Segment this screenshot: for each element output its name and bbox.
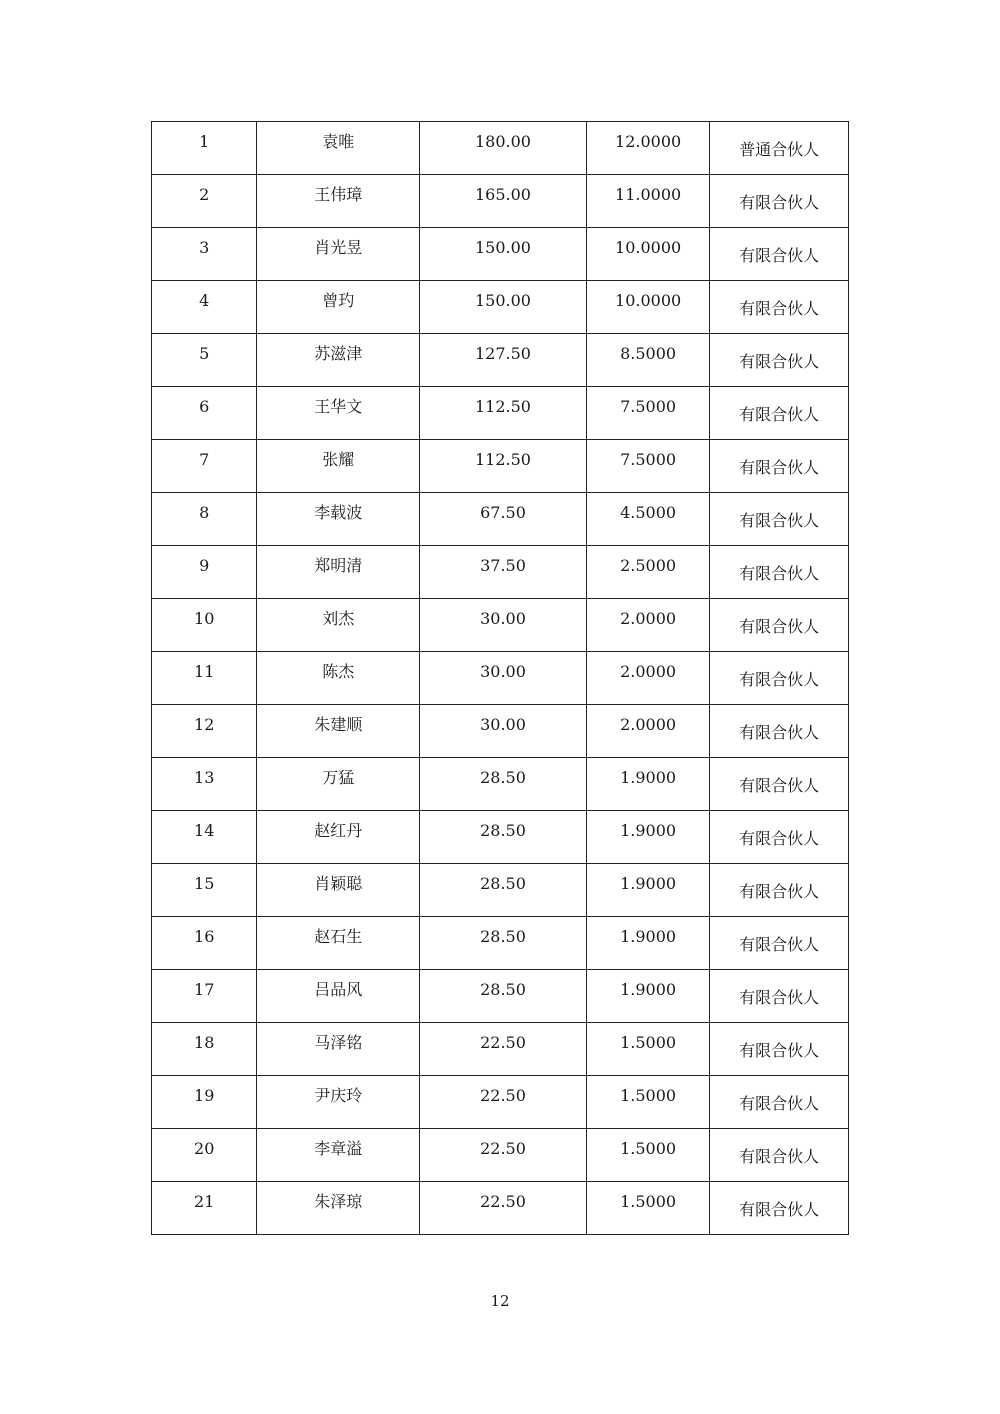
cell-number-text: 9 bbox=[199, 556, 210, 575]
cell-number bbox=[152, 705, 257, 758]
cell-ratio bbox=[586, 122, 710, 175]
cell-ratio bbox=[586, 758, 710, 811]
cell-ratio bbox=[586, 811, 710, 864]
table-row bbox=[152, 1023, 849, 1076]
cell-partner-type bbox=[710, 1076, 849, 1129]
cell-ratio-text: 1.5000 bbox=[620, 1139, 677, 1158]
cell-name-text: 李章溢 bbox=[314, 1139, 363, 1158]
cell-partner-type bbox=[710, 917, 849, 970]
cell-number bbox=[152, 864, 257, 917]
cell-number bbox=[152, 758, 257, 811]
cell-partner-type-text: 有限合伙人 bbox=[739, 935, 820, 954]
cell-amount bbox=[420, 1076, 587, 1129]
cell-name-text: 赵红丹 bbox=[314, 821, 363, 840]
cell-ratio-text: 11.0000 bbox=[615, 185, 682, 204]
table-row bbox=[152, 970, 849, 1023]
cell-ratio-text: 4.5000 bbox=[620, 503, 677, 522]
table-row bbox=[152, 440, 849, 493]
cell-ratio-text: 12.0000 bbox=[615, 132, 682, 151]
table-row bbox=[152, 705, 849, 758]
cell-name-text: 王伟璋 bbox=[314, 185, 363, 204]
cell-partner-type bbox=[710, 1182, 849, 1235]
cell-partner-type-text: 有限合伙人 bbox=[739, 352, 820, 371]
cell-number bbox=[152, 1182, 257, 1235]
cell-partner-type-text: 有限合伙人 bbox=[739, 458, 820, 477]
cell-ratio bbox=[586, 546, 710, 599]
cell-name bbox=[257, 546, 420, 599]
cell-partner-type-text: 有限合伙人 bbox=[739, 1147, 820, 1166]
table-row bbox=[152, 493, 849, 546]
cell-amount bbox=[420, 228, 587, 281]
cell-number-text: 4 bbox=[199, 291, 210, 310]
table-row bbox=[152, 334, 849, 387]
table-row bbox=[152, 281, 849, 334]
cell-amount-text: 22.50 bbox=[480, 1192, 526, 1211]
cell-amount bbox=[420, 758, 587, 811]
cell-amount bbox=[420, 440, 587, 493]
cell-number bbox=[152, 1129, 257, 1182]
table-row bbox=[152, 758, 849, 811]
cell-ratio bbox=[586, 440, 710, 493]
table-row bbox=[152, 1182, 849, 1235]
cell-partner-type-text: 有限合伙人 bbox=[739, 882, 820, 901]
cell-amount bbox=[420, 387, 587, 440]
cell-name-text: 张耀 bbox=[322, 450, 355, 469]
cell-partner-type bbox=[710, 546, 849, 599]
cell-partner-type-text: 有限合伙人 bbox=[739, 1094, 820, 1113]
cell-ratio bbox=[586, 334, 710, 387]
cell-ratio bbox=[586, 281, 710, 334]
cell-ratio-text: 8.5000 bbox=[620, 344, 677, 363]
cell-amount bbox=[420, 1182, 587, 1235]
cell-name-text: 陈杰 bbox=[322, 662, 355, 681]
cell-name-text: 李载波 bbox=[314, 503, 363, 522]
cell-name-text: 袁唯 bbox=[322, 132, 355, 151]
cell-amount bbox=[420, 864, 587, 917]
cell-ratio bbox=[586, 864, 710, 917]
cell-name-text: 尹庆玲 bbox=[314, 1086, 363, 1105]
cell-name bbox=[257, 493, 420, 546]
cell-amount bbox=[420, 1023, 587, 1076]
cell-ratio bbox=[586, 387, 710, 440]
cell-partner-type bbox=[710, 387, 849, 440]
cell-name bbox=[257, 758, 420, 811]
cell-amount bbox=[420, 122, 587, 175]
cell-number bbox=[152, 122, 257, 175]
cell-ratio-text: 1.5000 bbox=[620, 1086, 677, 1105]
cell-number-text: 16 bbox=[194, 927, 215, 946]
cell-amount bbox=[420, 546, 587, 599]
cell-number bbox=[152, 1076, 257, 1129]
cell-name bbox=[257, 970, 420, 1023]
cell-partner-type bbox=[710, 652, 849, 705]
cell-ratio bbox=[586, 493, 710, 546]
cell-partner-type bbox=[710, 758, 849, 811]
cell-partner-type-text: 有限合伙人 bbox=[739, 299, 820, 318]
cell-name-text: 朱建顺 bbox=[314, 715, 363, 734]
cell-name bbox=[257, 122, 420, 175]
table-row bbox=[152, 811, 849, 864]
cell-ratio-text: 1.5000 bbox=[620, 1192, 677, 1211]
cell-ratio-text: 1.5000 bbox=[620, 1033, 677, 1052]
cell-amount-text: 37.50 bbox=[480, 556, 526, 575]
cell-name-text: 苏滋津 bbox=[314, 344, 363, 363]
page-number: 12 bbox=[490, 1292, 510, 1310]
cell-amount-text: 127.50 bbox=[475, 344, 531, 363]
cell-amount-text: 28.50 bbox=[480, 874, 526, 893]
cell-name bbox=[257, 175, 420, 228]
cell-ratio-text: 1.9000 bbox=[620, 768, 677, 787]
cell-amount bbox=[420, 811, 587, 864]
cell-number-text: 20 bbox=[194, 1139, 215, 1158]
cell-name bbox=[257, 281, 420, 334]
cell-number bbox=[152, 175, 257, 228]
cell-partner-type bbox=[710, 811, 849, 864]
cell-ratio bbox=[586, 917, 710, 970]
cell-partner-type bbox=[710, 1129, 849, 1182]
cell-ratio bbox=[586, 228, 710, 281]
table-row bbox=[152, 599, 849, 652]
cell-ratio bbox=[586, 175, 710, 228]
cell-amount-text: 112.50 bbox=[475, 450, 531, 469]
cell-amount-text: 165.00 bbox=[475, 185, 531, 204]
cell-ratio bbox=[586, 652, 710, 705]
cell-amount-text: 28.50 bbox=[480, 927, 526, 946]
table-row bbox=[152, 228, 849, 281]
cell-amount-text: 30.00 bbox=[480, 609, 526, 628]
cell-name-text: 吕品风 bbox=[314, 980, 363, 999]
cell-partner-type-text: 有限合伙人 bbox=[739, 564, 820, 583]
cell-ratio-text: 7.5000 bbox=[620, 450, 677, 469]
cell-partner-type bbox=[710, 440, 849, 493]
cell-number-text: 18 bbox=[194, 1033, 215, 1052]
cell-number-text: 11 bbox=[194, 662, 215, 681]
table-row bbox=[152, 1129, 849, 1182]
cell-name bbox=[257, 1076, 420, 1129]
cell-partner-type-text: 有限合伙人 bbox=[739, 193, 820, 212]
cell-partner-type bbox=[710, 228, 849, 281]
cell-ratio-text: 1.9000 bbox=[620, 874, 677, 893]
cell-amount bbox=[420, 917, 587, 970]
cell-partner-type bbox=[710, 599, 849, 652]
cell-number bbox=[152, 493, 257, 546]
cell-number bbox=[152, 546, 257, 599]
cell-number-text: 15 bbox=[194, 874, 215, 893]
cell-amount-text: 28.50 bbox=[480, 768, 526, 787]
cell-name bbox=[257, 387, 420, 440]
cell-partner-type bbox=[710, 970, 849, 1023]
cell-amount-text: 150.00 bbox=[475, 291, 531, 310]
table-row bbox=[152, 387, 849, 440]
cell-ratio-text: 10.0000 bbox=[615, 291, 682, 310]
cell-number bbox=[152, 652, 257, 705]
table-row bbox=[152, 864, 849, 917]
cell-ratio-text: 1.9000 bbox=[620, 980, 677, 999]
cell-ratio bbox=[586, 705, 710, 758]
cell-amount-text: 28.50 bbox=[480, 821, 526, 840]
cell-number-text: 13 bbox=[194, 768, 215, 787]
cell-number bbox=[152, 387, 257, 440]
cell-amount bbox=[420, 599, 587, 652]
cell-name-text: 马泽铭 bbox=[314, 1033, 363, 1052]
cell-number bbox=[152, 334, 257, 387]
cell-partner-type bbox=[710, 1023, 849, 1076]
partner-table-body bbox=[152, 122, 849, 1235]
cell-partner-type bbox=[710, 175, 849, 228]
cell-partner-type-text: 普通合伙人 bbox=[739, 140, 820, 159]
cell-name bbox=[257, 917, 420, 970]
cell-number bbox=[152, 599, 257, 652]
cell-partner-type bbox=[710, 864, 849, 917]
cell-ratio bbox=[586, 970, 710, 1023]
cell-partner-type-text: 有限合伙人 bbox=[739, 670, 820, 689]
cell-name bbox=[257, 1182, 420, 1235]
cell-number bbox=[152, 440, 257, 493]
cell-number-text: 8 bbox=[199, 503, 210, 522]
cell-amount bbox=[420, 334, 587, 387]
cell-number-text: 19 bbox=[194, 1086, 215, 1105]
cell-name-text: 朱泽琼 bbox=[314, 1192, 363, 1211]
cell-name-text: 万猛 bbox=[322, 768, 355, 787]
cell-name bbox=[257, 228, 420, 281]
cell-partner-type-text: 有限合伙人 bbox=[739, 1041, 820, 1060]
table-row bbox=[152, 175, 849, 228]
cell-number-text: 21 bbox=[194, 1192, 215, 1211]
cell-ratio bbox=[586, 1023, 710, 1076]
cell-partner-type bbox=[710, 493, 849, 546]
cell-name bbox=[257, 652, 420, 705]
cell-name bbox=[257, 811, 420, 864]
cell-number-text: 6 bbox=[199, 397, 210, 416]
cell-ratio-text: 7.5000 bbox=[620, 397, 677, 416]
cell-amount-text: 150.00 bbox=[475, 238, 531, 257]
cell-number-text: 3 bbox=[199, 238, 210, 257]
cell-ratio bbox=[586, 599, 710, 652]
cell-amount-text: 67.50 bbox=[480, 503, 526, 522]
cell-name bbox=[257, 440, 420, 493]
cell-partner-type-text: 有限合伙人 bbox=[739, 829, 820, 848]
partner-table bbox=[151, 121, 849, 1235]
cell-number-text: 17 bbox=[194, 980, 215, 999]
cell-amount-text: 22.50 bbox=[480, 1139, 526, 1158]
cell-partner-type bbox=[710, 281, 849, 334]
cell-partner-type-text: 有限合伙人 bbox=[739, 988, 820, 1007]
cell-partner-type bbox=[710, 705, 849, 758]
cell-name-text: 郑明清 bbox=[314, 556, 363, 575]
cell-name bbox=[257, 599, 420, 652]
cell-number-text: 5 bbox=[199, 344, 210, 363]
cell-amount bbox=[420, 1129, 587, 1182]
cell-name bbox=[257, 864, 420, 917]
cell-name-text: 赵石生 bbox=[314, 927, 363, 946]
cell-name-text: 曾玓 bbox=[322, 291, 355, 310]
cell-number-text: 10 bbox=[194, 609, 215, 628]
cell-ratio bbox=[586, 1076, 710, 1129]
cell-partner-type bbox=[710, 334, 849, 387]
cell-ratio-text: 2.5000 bbox=[620, 556, 677, 575]
cell-amount bbox=[420, 175, 587, 228]
cell-partner-type-text: 有限合伙人 bbox=[739, 776, 820, 795]
cell-ratio-text: 2.0000 bbox=[620, 609, 677, 628]
cell-partner-type-text: 有限合伙人 bbox=[739, 511, 820, 530]
cell-amount bbox=[420, 970, 587, 1023]
cell-number bbox=[152, 917, 257, 970]
cell-ratio-text: 10.0000 bbox=[615, 238, 682, 257]
cell-ratio-text: 2.0000 bbox=[620, 662, 677, 681]
cell-number bbox=[152, 811, 257, 864]
cell-number-text: 14 bbox=[194, 821, 215, 840]
cell-ratio-text: 1.9000 bbox=[620, 821, 677, 840]
cell-amount bbox=[420, 652, 587, 705]
cell-partner-type-text: 有限合伙人 bbox=[739, 405, 820, 424]
cell-number-text: 12 bbox=[194, 715, 215, 734]
cell-amount-text: 30.00 bbox=[480, 662, 526, 681]
cell-amount-text: 30.00 bbox=[480, 715, 526, 734]
cell-ratio bbox=[586, 1182, 710, 1235]
cell-name-text: 刘杰 bbox=[322, 609, 355, 628]
cell-name bbox=[257, 1023, 420, 1076]
cell-name-text: 肖光昱 bbox=[314, 238, 363, 257]
cell-name-text: 王华文 bbox=[314, 397, 363, 416]
cell-ratio bbox=[586, 1129, 710, 1182]
cell-number-text: 7 bbox=[199, 450, 210, 469]
cell-number-text: 1 bbox=[199, 132, 210, 151]
cell-number bbox=[152, 970, 257, 1023]
cell-name bbox=[257, 1129, 420, 1182]
cell-number bbox=[152, 228, 257, 281]
cell-amount bbox=[420, 705, 587, 758]
cell-number bbox=[152, 1023, 257, 1076]
table-row bbox=[152, 122, 849, 175]
cell-amount-text: 28.50 bbox=[480, 980, 526, 999]
table-row bbox=[152, 917, 849, 970]
table-row bbox=[152, 546, 849, 599]
cell-partner-type-text: 有限合伙人 bbox=[739, 1200, 820, 1219]
cell-ratio-text: 2.0000 bbox=[620, 715, 677, 734]
cell-amount bbox=[420, 493, 587, 546]
table-row bbox=[152, 652, 849, 705]
cell-number bbox=[152, 281, 257, 334]
cell-amount-text: 22.50 bbox=[480, 1033, 526, 1052]
cell-amount-text: 22.50 bbox=[480, 1086, 526, 1105]
cell-partner-type-text: 有限合伙人 bbox=[739, 617, 820, 636]
cell-ratio-text: 1.9000 bbox=[620, 927, 677, 946]
cell-partner-type-text: 有限合伙人 bbox=[739, 246, 820, 265]
cell-amount-text: 112.50 bbox=[475, 397, 531, 416]
cell-name bbox=[257, 334, 420, 387]
cell-amount bbox=[420, 281, 587, 334]
table-row bbox=[152, 1076, 849, 1129]
cell-amount-text: 180.00 bbox=[475, 132, 531, 151]
cell-number-text: 2 bbox=[199, 185, 210, 204]
cell-partner-type bbox=[710, 122, 849, 175]
cell-name bbox=[257, 705, 420, 758]
cell-name-text: 肖颖聪 bbox=[314, 874, 363, 893]
cell-partner-type-text: 有限合伙人 bbox=[739, 723, 820, 742]
